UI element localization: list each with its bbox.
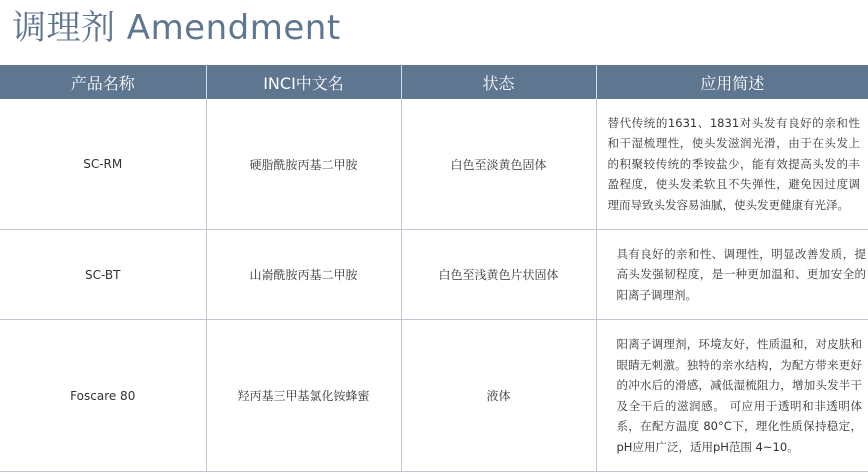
table-row bbox=[0, 99, 868, 230]
description-text: 阳离子调理剂，环境友好，性质温和，对皮肤和眼睛无刺激。独特的亲水结构，为配方带来更好的冲水后的滑感，减低湿梳阻力，增加头发半干及全干后的滋润感。 可应用于透明和非透明体系，在配方温度 80°C下，理化性质保持稳定，pH应用广泛，适用pH范围 4~10。 bbox=[616, 337, 862, 454]
column-header-product-name: 产品名称 bbox=[0, 65, 206, 99]
cell-inci-name: 羟丙基三甲基氯化铵蜂蜜 bbox=[206, 320, 401, 472]
column-header-state: 状态 bbox=[401, 65, 596, 99]
cell-state: 液体 bbox=[401, 320, 596, 472]
cell-description bbox=[596, 230, 868, 320]
cell-product-name: Foscare 80 bbox=[0, 320, 206, 472]
description-text: 替代传统的1631、1831对头发有良好的亲和性和干湿梳理性，使头发滋润光滑，由于在头发上的积聚较传统的季铵盐少，能有效提高头发的丰盈程度，使头发柔软且不失弹性，避免因过度调理而导致头发容易油腻，使头发更健康有光泽。 bbox=[607, 115, 860, 212]
cell-state: 白色至淡黄色固体 bbox=[401, 99, 596, 230]
column-header-inci-name: INCI中文名 bbox=[206, 65, 401, 99]
cell-description bbox=[596, 99, 868, 230]
cell-inci-name: 山嵛酰胺丙基二甲胺 bbox=[206, 230, 401, 320]
product-table bbox=[0, 65, 868, 472]
cell-state: 白色至浅黄色片状固体 bbox=[401, 230, 596, 320]
cell-product-name: SC-RM bbox=[0, 99, 206, 230]
description-text: 具有良好的亲和性、调理性，明显改善发质，提高头发强韧程度，是一种更加温和、更加安全的阳离子调理剂。 bbox=[616, 246, 866, 302]
cell-inci-name: 硬脂酰胺丙基二甲胺 bbox=[206, 99, 401, 230]
table-header-row bbox=[0, 65, 868, 99]
cell-description bbox=[596, 320, 868, 472]
page-title: 调理剂 Amendment bbox=[12, 8, 341, 48]
table-row bbox=[0, 320, 868, 472]
table-row bbox=[0, 230, 868, 320]
column-header-application: 应用简述 bbox=[596, 65, 868, 99]
cell-product-name: SC-BT bbox=[0, 230, 206, 320]
